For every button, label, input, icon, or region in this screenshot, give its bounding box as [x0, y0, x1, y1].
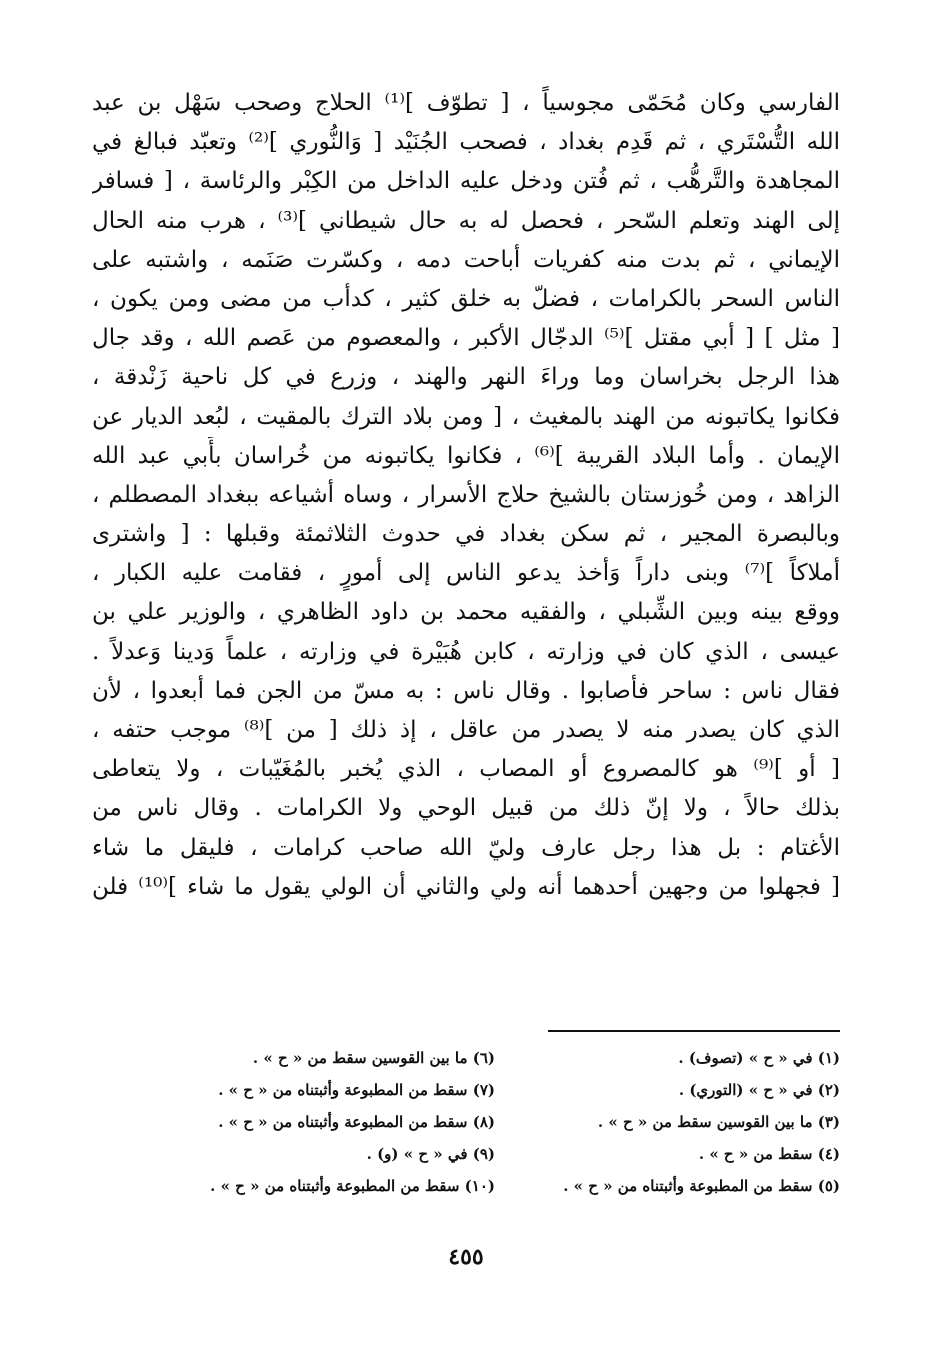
- footnotes: [92, 1042, 840, 1202]
- text-line: الزاهد ، ومن خُوزستان بالشيخ حلاج الأسرار ، وساه أشياعه ببغداد المصطلم ،: [92, 481, 840, 508]
- text-line: الناس السحر بالكرامات ، فضلّ به خلق كثير ، كدأب من مضى ومن يكون ،: [92, 285, 840, 312]
- text-line: عيسى ، الذي كان في وزارته ، كابن هُبَيْرة في وزارته ، علماً وَدينا وَعدلاً .: [92, 638, 840, 665]
- footnote-6: (٦) ما بين القوسين سقط من « ح » .: [252, 1049, 495, 1067]
- text-line: فكانوا يكاتبونه من الهند بالمغيث ، [ ومن بلاد الترك بالمقيت ، لبُعد الديار عن: [92, 403, 840, 430]
- text-line: الله التُّسْتَري ، ثم قَدِم بغداد ، فصحب الجُنَيْد [ وَالنُّوري ]⁽²⁾ وتعبّد فبالغ في: [92, 129, 840, 156]
- text-line: الفارسي وكان مُحَمّى مجوسياً ، [ تطوّف ]⁽¹⁾ الحلاج وصحب سَهْل بن عبد: [92, 90, 840, 116]
- text-line: أملاكاً ]⁽⁷⁾ وبنى داراً وَأخذ يدعو الناس إلى أمورٍ ، فقامت عليه الكبار ،: [92, 560, 840, 587]
- text-line: الإيمان . وأما البلاد القريبة ]⁽⁶⁾ ، فكانوا يكاتبونه من خُراسان بأَبي عبد الله: [92, 442, 840, 469]
- text-line: هذا الرجل بخراسان وما وراءَ النهر والهند ، وزرع في كل ناحية زَنْدقة ،: [92, 364, 840, 391]
- footnote-1: (١) في « ح » (تصوف) .: [678, 1049, 840, 1067]
- text-line: [ فجهلوا من وجهين أحدهما أنه ولي والثاني أن الولي يقول ما شاء ]⁽¹⁰⁾ فلن: [92, 873, 840, 900]
- text-line: الأغتام : بل هذا رجل عارف وليّ الله صاحب كرامات ، فليقل ما شاء: [92, 834, 840, 861]
- text-line: وبالبصرة المجير ، ثم سكن بغداد في حدوث الثلاثمئة وقبلها : [ واشترى: [92, 521, 840, 548]
- text-line: فقال ناس : ساحر فأصابوا . وقال ناس : به مسّ من الجن فما أبعدوا ، لأن: [92, 677, 840, 704]
- footnote-row: [92, 1106, 840, 1138]
- footnote-row: [92, 1042, 840, 1074]
- footnote-10: (١٠) سقط من المطبوعة وأثبتناه من « ح » .: [210, 1177, 495, 1195]
- footnote-8: (٨) سقط من المطبوعة وأثبتناه من « ح » .: [218, 1113, 495, 1131]
- text-line: المجاهدة والتَّرهُّب ، ثم فُتن ودخل عليه الداخل من الكِبْر والرئاسة ، [ فسافر: [92, 168, 840, 195]
- footnote-row: [92, 1138, 840, 1170]
- text-line: [ أو ]⁽⁹⁾ هو كالمصروع أو المصاب ، الذي يُخبر بالمُغَيّبات ، ولا يتعاطى: [92, 756, 840, 783]
- footnote-row: [92, 1170, 840, 1202]
- text-line: [ مثل ] [ أبي مقتل ]⁽⁵⁾ الدجّال الأكبر ، والمعصوم من عَصم الله ، وقد جال: [92, 325, 840, 352]
- text-line: بذلك حالاً ، ولا إنّ ذلك من قبيل الوحي ولا الكرامات . وقال ناس من: [92, 795, 840, 822]
- footnote-9: (٩) في « ح » (و) .: [366, 1145, 495, 1163]
- text-line: ووقع بينه وبين الشِّبلي ، والفقيه محمد بن داود الظاهري ، والوزير علي بن: [92, 599, 840, 626]
- footnote-divider: [548, 1030, 840, 1032]
- footnote-5: (٥) سقط من المطبوعة وأثبتناه من « ح » .: [563, 1177, 840, 1195]
- text-line: الإيماني ، ثم بدت منه كفريات أباحت دمه ، وكسّرت صَنَمه ، واشتبه على: [92, 246, 840, 273]
- footnote-4: (٤) سقط من « ح » .: [698, 1145, 840, 1163]
- footnote-row: [92, 1074, 840, 1106]
- footnote-3: (٣) ما بين القوسين سقط من « ح » .: [597, 1113, 840, 1131]
- text-line: الذي كان يصدر منه لا يصدر من عاقل ، إذ ذلك [ من ]⁽⁸⁾ موجب حتفه ،: [92, 717, 840, 743]
- text-line: إلى الهند وتعلم السّحر ، فحصل له به حال شيطاني ]⁽³⁾ ، هرب منه الحال: [92, 207, 840, 234]
- page-number: ٤٥٥: [448, 1244, 484, 1270]
- footnote-2: (٢) في « ح » (التوري) .: [678, 1081, 840, 1099]
- body-text: [92, 84, 840, 907]
- footnote-7: (٧) سقط من المطبوعة وأثبتناه من « ح » .: [218, 1081, 495, 1099]
